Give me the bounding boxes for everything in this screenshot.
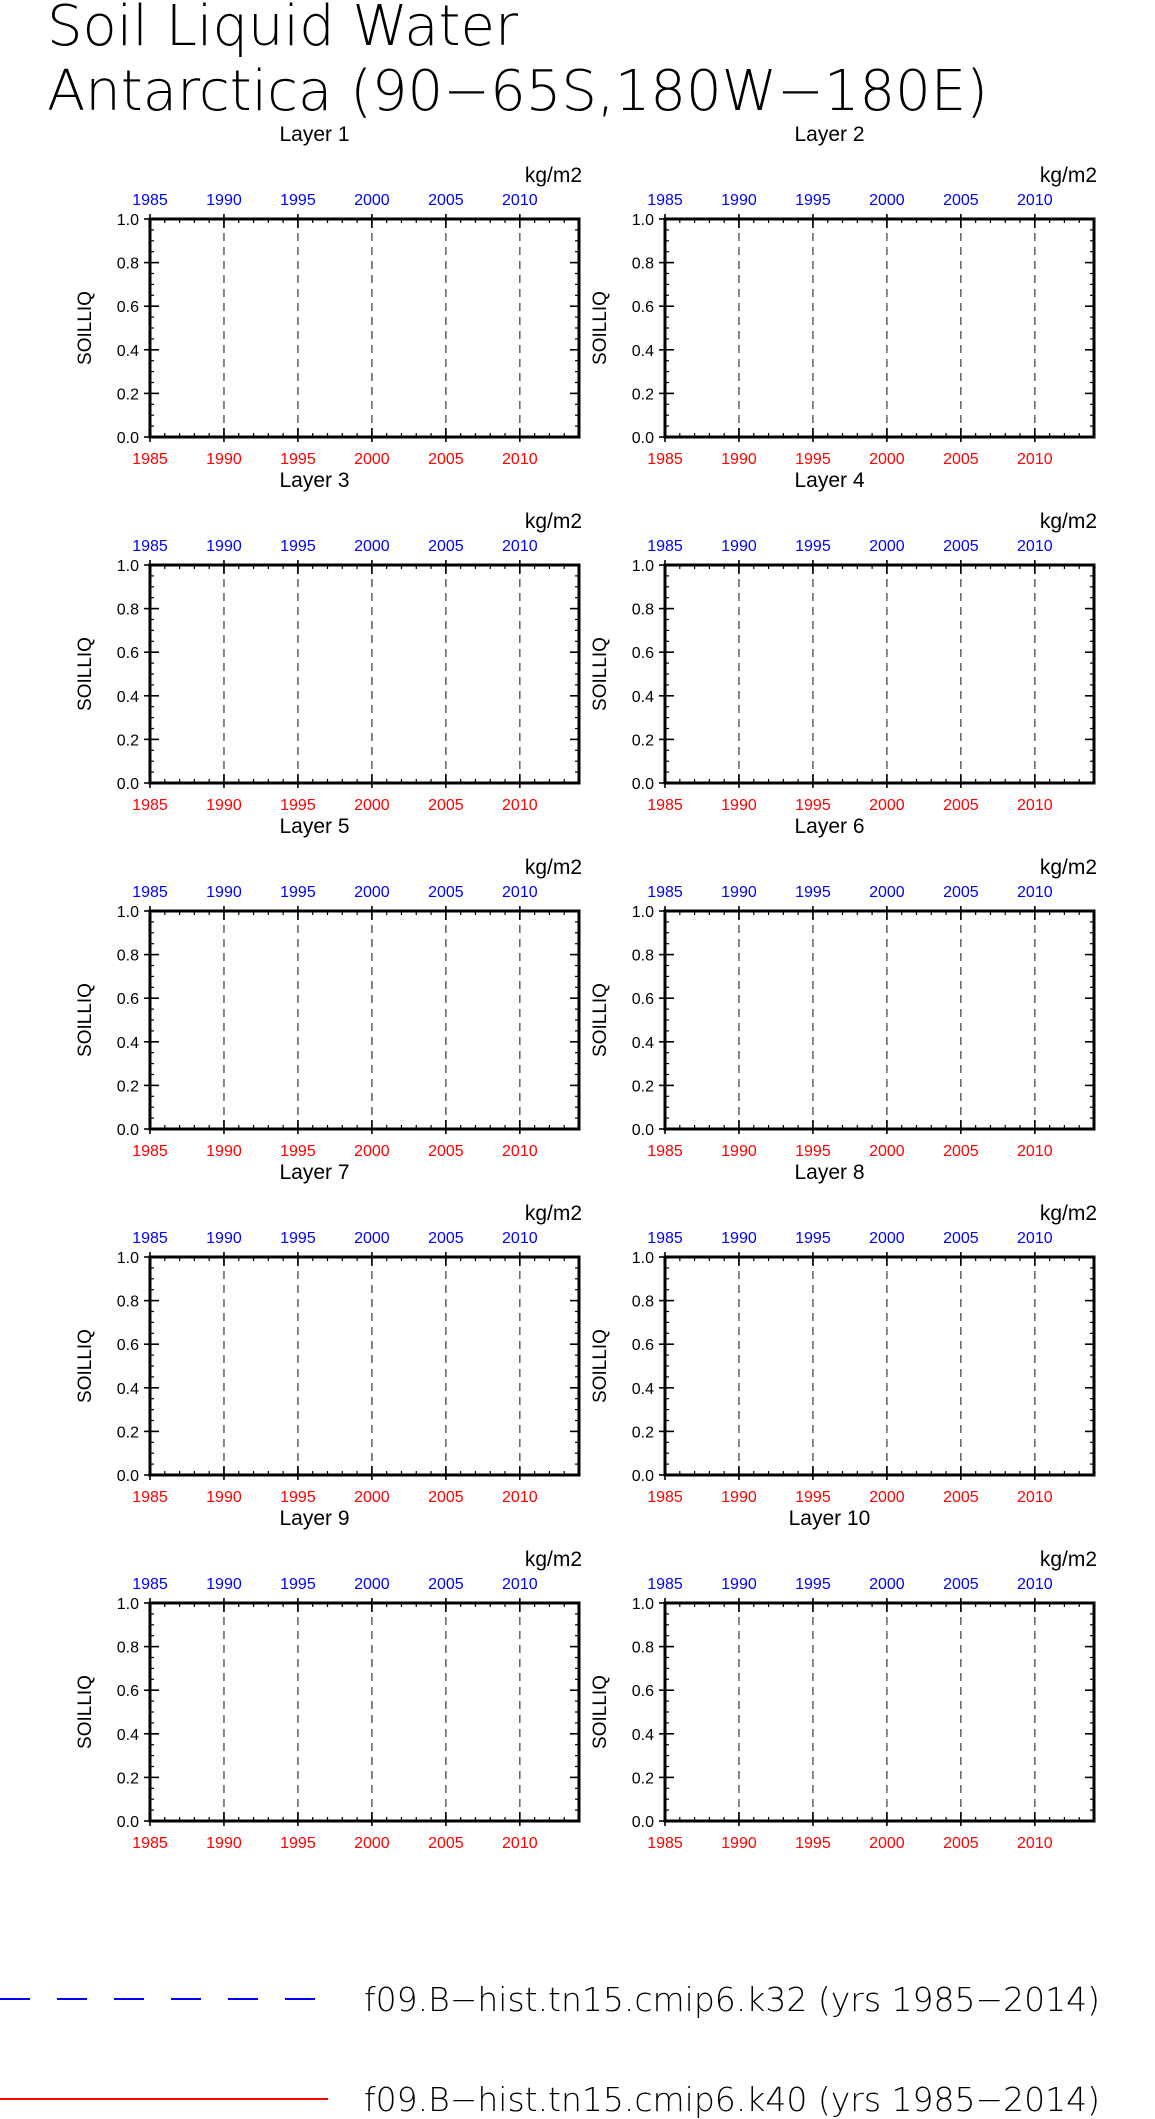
- y-axis-label: SOILLIQ: [75, 1329, 96, 1403]
- panel: [590, 1161, 1097, 1506]
- y-tick-label: 0.0: [116, 430, 139, 447]
- x-tick-label-top: 1985: [647, 884, 683, 901]
- x-tick-label-bottom: 2000: [869, 1835, 905, 1852]
- plot-frame: [150, 1603, 579, 1821]
- x-tick-label-top: 2005: [943, 884, 979, 901]
- x-tick-label-bottom: 1990: [206, 1489, 242, 1506]
- x-tick-label-bottom: 2000: [869, 797, 905, 814]
- y-tick-label: 0.0: [631, 1468, 654, 1485]
- x-tick-label-top: 1995: [280, 884, 316, 901]
- plot-frame: [665, 219, 1094, 437]
- y-tick-label: 0.8: [631, 255, 654, 273]
- y-tick-label: 0.6: [631, 1683, 654, 1701]
- y-tick-label: 0.6: [631, 645, 654, 663]
- x-tick-label-top: 2005: [428, 538, 464, 555]
- y-axis-label: SOILLIQ: [75, 983, 96, 1057]
- x-tick-label-bottom: 2005: [943, 1143, 979, 1160]
- y-tick-label: 0.2: [631, 1078, 654, 1096]
- y-tick-label: 0.0: [631, 1814, 654, 1831]
- units-label: kg/m2: [1039, 1202, 1097, 1225]
- plot-frame: [665, 1257, 1094, 1475]
- y-tick-label: 1.0: [631, 904, 654, 921]
- panel: [590, 1507, 1097, 1852]
- y-tick-label: 0.0: [116, 1122, 139, 1139]
- y-tick-label: 0.8: [116, 601, 139, 619]
- x-tick-label-top: 2010: [1017, 538, 1053, 555]
- panel: [75, 1161, 582, 1506]
- y-tick-label: 0.0: [631, 776, 654, 793]
- y-tick-label: 1.0: [631, 1250, 654, 1267]
- panel-title: Layer 5: [279, 815, 350, 838]
- x-tick-label-top: 2005: [943, 1230, 979, 1247]
- y-tick-label: 1.0: [116, 558, 139, 575]
- units-label: kg/m2: [1039, 856, 1097, 879]
- y-tick-label: 0.2: [116, 1424, 139, 1442]
- x-tick-label-top: 1985: [647, 1230, 683, 1247]
- x-tick-label-bottom: 2000: [869, 1489, 905, 1506]
- legend-label: f09.B−hist.tn15.cmip6.k40 (yrs 1985−2014): [364, 2080, 1101, 2119]
- y-tick-label: 1.0: [631, 558, 654, 575]
- y-tick-label: 0.4: [116, 342, 139, 360]
- x-tick-label-bottom: 1990: [206, 1143, 242, 1160]
- x-tick-label-bottom: 1985: [132, 451, 168, 468]
- x-tick-label-top: 2010: [502, 192, 538, 209]
- y-tick-label: 0.6: [116, 1337, 139, 1355]
- x-tick-label-bottom: 2000: [354, 797, 390, 814]
- y-tick-label: 1.0: [116, 904, 139, 921]
- y-tick-label: 0.8: [631, 601, 654, 619]
- y-tick-label: 0.6: [631, 991, 654, 1009]
- x-tick-label-top: 1985: [647, 538, 683, 555]
- plot-frame: [150, 911, 579, 1129]
- y-axis-label: SOILLIQ: [590, 291, 611, 365]
- x-tick-label-bottom: 1990: [206, 797, 242, 814]
- legend-entry: [0, 1980, 1100, 2019]
- x-tick-label-bottom: 1990: [206, 451, 242, 468]
- y-tick-label: 0.4: [631, 342, 654, 360]
- x-tick-label-bottom: 2010: [502, 797, 538, 814]
- units-label: kg/m2: [1039, 510, 1097, 533]
- x-tick-label-top: 2010: [502, 1230, 538, 1247]
- x-tick-label-bottom: 2005: [428, 797, 464, 814]
- units-label: kg/m2: [524, 856, 582, 879]
- y-axis-label: SOILLIQ: [75, 637, 96, 711]
- x-tick-label-bottom: 1990: [721, 797, 757, 814]
- y-tick-label: 1.0: [116, 212, 139, 229]
- x-tick-label-bottom: 2010: [502, 451, 538, 468]
- x-tick-label-bottom: 1985: [647, 1489, 683, 1506]
- x-tick-label-bottom: 1995: [280, 1489, 316, 1506]
- x-tick-label-bottom: 2000: [354, 1489, 390, 1506]
- y-tick-label: 0.2: [116, 732, 139, 750]
- x-tick-label-bottom: 2010: [1017, 797, 1053, 814]
- x-tick-label-bottom: 2005: [943, 451, 979, 468]
- x-tick-label-top: 1985: [132, 1576, 168, 1593]
- y-axis-label: SOILLIQ: [75, 1675, 96, 1749]
- panel-title: Layer 10: [788, 1507, 871, 1530]
- x-tick-label-bottom: 2005: [943, 1835, 979, 1852]
- x-tick-label-bottom: 1985: [647, 451, 683, 468]
- panel-title: Layer 4: [794, 469, 865, 492]
- x-tick-label-bottom: 1990: [206, 1835, 242, 1852]
- x-tick-label-bottom: 1995: [280, 1835, 316, 1852]
- x-tick-label-bottom: 2000: [354, 451, 390, 468]
- x-tick-label-top: 2010: [1017, 1576, 1053, 1593]
- y-axis-label: SOILLIQ: [75, 291, 96, 365]
- x-tick-label-top: 1995: [795, 884, 831, 901]
- y-tick-label: 1.0: [631, 1596, 654, 1613]
- y-tick-label: 0.6: [116, 991, 139, 1009]
- legend-label: f09.B−hist.tn15.cmip6.k32 (yrs 1985−2014): [364, 1980, 1101, 2019]
- x-tick-label-top: 1990: [206, 1230, 242, 1247]
- x-tick-label-bottom: 2005: [943, 797, 979, 814]
- y-tick-label: 0.2: [631, 732, 654, 750]
- x-tick-label-bottom: 2010: [1017, 1143, 1053, 1160]
- x-tick-label-bottom: 2010: [502, 1835, 538, 1852]
- y-tick-label: 0.6: [116, 299, 139, 317]
- x-tick-label-top: 1995: [795, 1230, 831, 1247]
- y-tick-label: 1.0: [631, 212, 654, 229]
- x-tick-label-bottom: 1995: [795, 797, 831, 814]
- x-tick-label-top: 1995: [280, 1230, 316, 1247]
- y-tick-label: 0.4: [631, 688, 654, 706]
- x-tick-label-bottom: 1985: [132, 797, 168, 814]
- x-tick-label-bottom: 1985: [647, 1143, 683, 1160]
- legend-entry: [0, 2080, 1100, 2119]
- x-tick-label-top: 1995: [280, 192, 316, 209]
- x-tick-label-top: 2005: [428, 884, 464, 901]
- panel-title: Layer 6: [794, 815, 865, 838]
- figure-title-line-2: Antarctica (90−65S,180W−180E): [47, 59, 989, 124]
- x-tick-label-bottom: 1985: [132, 1143, 168, 1160]
- x-tick-label-bottom: 2010: [1017, 1489, 1053, 1506]
- panel-title: Layer 2: [794, 123, 865, 146]
- panel-title: Layer 3: [279, 469, 350, 492]
- x-tick-label-bottom: 2010: [1017, 451, 1053, 468]
- x-tick-label-top: 2010: [1017, 1230, 1053, 1247]
- x-tick-label-top: 1990: [206, 884, 242, 901]
- y-tick-label: 0.0: [631, 430, 654, 447]
- x-tick-label-bottom: 1990: [721, 1143, 757, 1160]
- units-label: kg/m2: [524, 1202, 582, 1225]
- x-tick-label-top: 2000: [354, 1576, 390, 1593]
- figure-title-line-1: Soil Liquid Water: [47, 0, 518, 59]
- y-tick-label: 0.4: [631, 1380, 654, 1398]
- y-tick-label: 0.8: [116, 947, 139, 965]
- y-axis-label: SOILLIQ: [590, 637, 611, 711]
- y-tick-label: 0.2: [116, 1770, 139, 1788]
- y-tick-label: 0.6: [631, 1337, 654, 1355]
- x-tick-label-top: 2000: [869, 192, 905, 209]
- x-tick-label-top: 1990: [721, 1230, 757, 1247]
- y-tick-label: 0.0: [116, 1468, 139, 1485]
- x-tick-label-bottom: 2010: [502, 1489, 538, 1506]
- x-tick-label-top: 1990: [721, 884, 757, 901]
- panel: [75, 123, 582, 468]
- y-tick-label: 1.0: [116, 1596, 139, 1613]
- panel: [75, 469, 582, 814]
- x-tick-label-top: 2000: [869, 884, 905, 901]
- y-tick-label: 0.2: [116, 386, 139, 404]
- plot-frame: [665, 911, 1094, 1129]
- x-tick-label-bottom: 1985: [647, 1835, 683, 1852]
- y-axis-label: SOILLIQ: [590, 1329, 611, 1403]
- y-tick-label: 0.4: [631, 1726, 654, 1744]
- y-tick-label: 0.4: [631, 1034, 654, 1052]
- y-tick-label: 0.4: [116, 1726, 139, 1744]
- y-tick-label: 0.2: [631, 1770, 654, 1788]
- x-tick-label-top: 2010: [502, 884, 538, 901]
- y-tick-label: 0.2: [631, 386, 654, 404]
- x-tick-label-top: 2010: [502, 1576, 538, 1593]
- y-axis-label: SOILLIQ: [590, 1675, 611, 1749]
- x-tick-label-bottom: 1985: [132, 1489, 168, 1506]
- x-tick-label-top: 1995: [795, 1576, 831, 1593]
- x-tick-label-top: 2000: [354, 1230, 390, 1247]
- x-tick-label-top: 1995: [280, 538, 316, 555]
- y-tick-label: 0.4: [116, 1034, 139, 1052]
- x-tick-label-bottom: 2005: [428, 1489, 464, 1506]
- y-tick-label: 0.8: [116, 1639, 139, 1657]
- x-tick-label-top: 1990: [721, 192, 757, 209]
- x-tick-label-bottom: 1990: [721, 1489, 757, 1506]
- legend: [0, 1980, 1100, 2119]
- x-tick-label-bottom: 2000: [869, 451, 905, 468]
- x-tick-label-bottom: 1995: [280, 797, 316, 814]
- x-tick-label-bottom: 2005: [428, 451, 464, 468]
- x-tick-label-top: 2005: [943, 538, 979, 555]
- x-tick-label-top: 2000: [869, 1230, 905, 1247]
- x-tick-label-bottom: 2010: [502, 1143, 538, 1160]
- x-tick-label-bottom: 2000: [354, 1143, 390, 1160]
- panel: [590, 123, 1097, 468]
- y-tick-label: 0.2: [116, 1078, 139, 1096]
- x-tick-label-bottom: 2005: [943, 1489, 979, 1506]
- units-label: kg/m2: [524, 510, 582, 533]
- x-tick-label-top: 1990: [206, 538, 242, 555]
- x-tick-label-top: 2010: [502, 538, 538, 555]
- x-tick-label-top: 1985: [132, 884, 168, 901]
- x-tick-label-top: 1985: [132, 1230, 168, 1247]
- x-tick-label-bottom: 2005: [428, 1143, 464, 1160]
- plot-frame: [150, 1257, 579, 1475]
- panel-title: Layer 1: [279, 123, 350, 146]
- y-tick-label: 0.6: [116, 645, 139, 663]
- panel-title: Layer 8: [794, 1161, 865, 1184]
- x-tick-label-bottom: 1990: [721, 451, 757, 468]
- units-label: kg/m2: [524, 164, 582, 187]
- y-tick-label: 0.6: [116, 1683, 139, 1701]
- panel-grid: [75, 123, 1097, 1852]
- x-tick-label-top: 2010: [1017, 884, 1053, 901]
- x-tick-label-top: 1985: [647, 1576, 683, 1593]
- plot-frame: [150, 219, 579, 437]
- panel-title: Layer 9: [279, 1507, 350, 1530]
- y-tick-label: 0.8: [116, 1293, 139, 1311]
- x-tick-label-top: 1995: [795, 192, 831, 209]
- x-tick-label-top: 1985: [132, 192, 168, 209]
- x-tick-label-top: 2000: [354, 192, 390, 209]
- x-tick-label-top: 2005: [943, 192, 979, 209]
- y-tick-label: 0.6: [631, 299, 654, 317]
- y-tick-label: 0.0: [631, 1122, 654, 1139]
- plot-frame: [665, 1603, 1094, 1821]
- x-tick-label-top: 2005: [428, 1576, 464, 1593]
- x-tick-label-bottom: 2005: [428, 1835, 464, 1852]
- y-tick-label: 0.8: [631, 1293, 654, 1311]
- x-tick-label-top: 1990: [721, 538, 757, 555]
- x-tick-label-top: 2005: [428, 192, 464, 209]
- x-tick-label-bottom: 1995: [795, 1143, 831, 1160]
- x-tick-label-bottom: 1985: [132, 1835, 168, 1852]
- plot-frame: [665, 565, 1094, 783]
- y-tick-label: 0.0: [116, 1814, 139, 1831]
- x-tick-label-top: 2005: [428, 1230, 464, 1247]
- x-tick-label-top: 1990: [206, 192, 242, 209]
- units-label: kg/m2: [1039, 1548, 1097, 1571]
- x-tick-label-bottom: 1995: [280, 1143, 316, 1160]
- y-tick-label: 0.4: [116, 1380, 139, 1398]
- x-tick-label-top: 2000: [869, 538, 905, 555]
- x-tick-label-bottom: 2010: [1017, 1835, 1053, 1852]
- panel-title: Layer 7: [279, 1161, 350, 1184]
- units-label: kg/m2: [1039, 164, 1097, 187]
- x-tick-label-bottom: 1985: [647, 797, 683, 814]
- x-tick-label-bottom: 1995: [795, 1489, 831, 1506]
- y-tick-label: 0.8: [116, 255, 139, 273]
- x-tick-label-top: 2000: [354, 884, 390, 901]
- y-tick-label: 0.2: [631, 1424, 654, 1442]
- x-tick-label-bottom: 1995: [280, 451, 316, 468]
- x-tick-label-bottom: 2000: [354, 1835, 390, 1852]
- units-label: kg/m2: [524, 1548, 582, 1571]
- y-axis-label: SOILLIQ: [590, 983, 611, 1057]
- x-tick-label-bottom: 1990: [721, 1835, 757, 1852]
- x-tick-label-bottom: 2000: [869, 1143, 905, 1160]
- panel: [75, 1507, 582, 1852]
- x-tick-label-top: 2005: [943, 1576, 979, 1593]
- y-tick-label: 0.8: [631, 947, 654, 965]
- y-tick-label: 0.8: [631, 1639, 654, 1657]
- x-tick-label-top: 2010: [1017, 192, 1053, 209]
- y-tick-label: 1.0: [116, 1250, 139, 1267]
- panel: [590, 815, 1097, 1160]
- y-tick-label: 0.4: [116, 688, 139, 706]
- x-tick-label-top: 1985: [647, 192, 683, 209]
- y-tick-label: 0.0: [116, 776, 139, 793]
- plot-frame: [150, 565, 579, 783]
- x-tick-label-top: 2000: [869, 1576, 905, 1593]
- x-tick-label-top: 1995: [280, 1576, 316, 1593]
- panel: [590, 469, 1097, 814]
- x-tick-label-top: 1990: [721, 1576, 757, 1593]
- x-tick-label-top: 1990: [206, 1576, 242, 1593]
- x-tick-label-top: 1995: [795, 538, 831, 555]
- x-tick-label-top: 2000: [354, 538, 390, 555]
- x-tick-label-bottom: 1995: [795, 451, 831, 468]
- x-tick-label-top: 1985: [132, 538, 168, 555]
- panel: [75, 815, 582, 1160]
- x-tick-label-bottom: 1995: [795, 1835, 831, 1852]
